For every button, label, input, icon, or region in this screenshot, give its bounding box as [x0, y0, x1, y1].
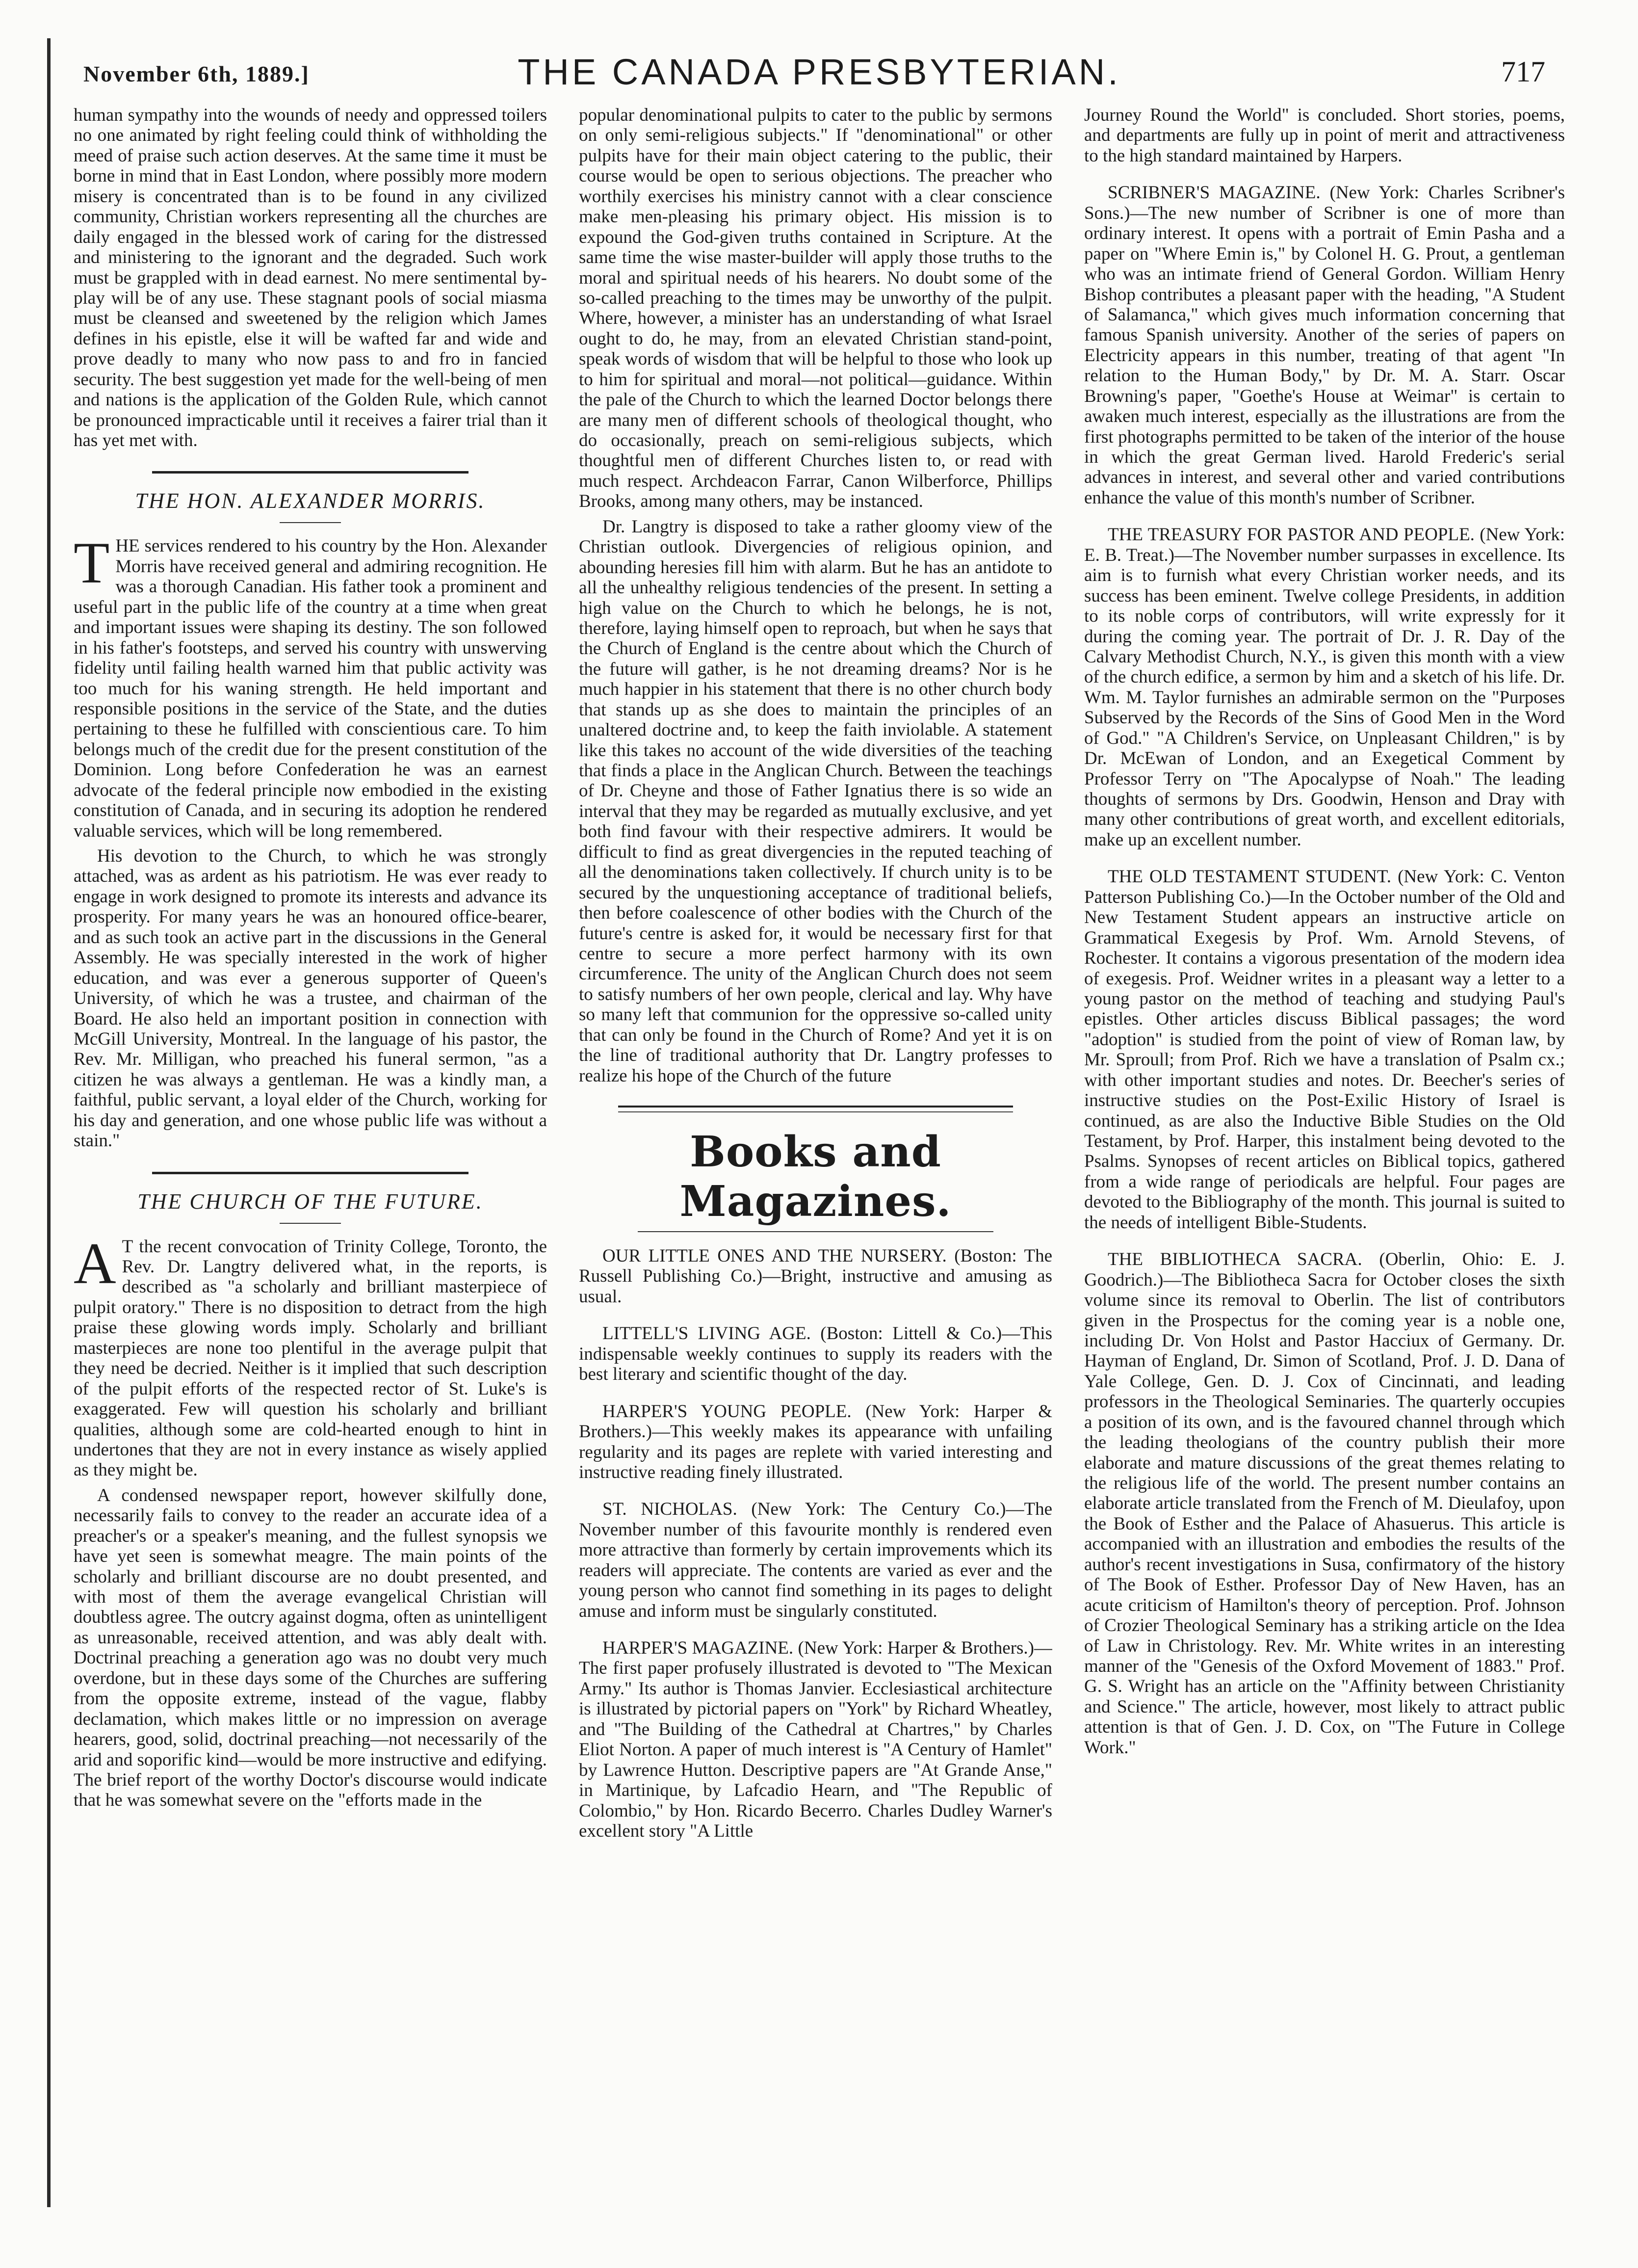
article-paragraph: Dr. Langtry is disposed to take a rather gloomy view of the Christian outlook. Divergencies of religious opinion, and abounding heresies fill him with alarm. But he has an antidote to all the unhealthy religious tendencies of the present. In setting a high value on the Church to which he belongs, he is not, therefore, laying himself open to reproach, but when he says that the Church of England is the centre about which the Church of the future will gather, is he not dreaming dreams? Nor is he much happier in his statement that there is no other church body that stands up as she does to maintain the principles of an unaltered doctrine and, to keep the faith inviolable. A statement like this takes no account of the wide diversities of the teaching that finds a place in the Anglican Church. Between the teachings of Dr. Cheyne and those of Father Ignatius there is so wide an interval that they may be regarded as mutually exclusive, and yet both find favour with their respective admirers. It would be difficult to find as great divergencies in the reputed teaching of all the denominations taken collectively. If church unity is to be secured by the unquestioning acceptance of traditional beliefs, then before coalescence of other bodies with the Church of the future's centre is asked for, it would be necessary first for that centre to secure a more perfect harmony with its own circumference. The unity of the Anglican Church does not seem to satisfy numbers of her own people, clerical and lay. Why have so many left that communion for the oppressive so-called unity that can only be found in the Church of Rome? And yet it is on the line of traditional authority that Dr. Langtry professes to realize his hope of the Church of the future [579, 516, 1052, 1086]
review-entry: THE OLD TESTAMENT STUDENT. (New York: C. Venton Patterson Publishing Co.)—In the October number of the Old and New Testament Student appears an instructive article on Grammatical Exegesis by Prof. Wm. Arnold Stevens, of Rochester. It contains a vigorous presentation of the modern idea of exegesis. Prof. Weidner writes in a pleasant way a letter to a young pastor on the method of teaching and studying Paul's epistles. Other articles discuss Biblical passages; the word "adoption" is studied from the point of view of Roman law, by Mr. Sproull; from Prof. Rich we have a translation of Psalm cx.; with other important studies and notes. Dr. Beecher's series of instructive studies on the Post-Exilic History of Israel is continued, as are also the Inductive Bible Studies on the Old Testament, by Prof. Harper, this instalment being devoted to the Psalms. Synopses of recent articles on Biblical topics, gathered from a wide range of periodicals are helpful. Four pages are devoted to the Bibliography of the month. This journal is suited to the needs of intelligent Bible-Students. [1084, 867, 1565, 1233]
review-entry: ST. NICHOLAS. (New York: The Century Co.)—The November number of this favourite monthly is rendered even more attractive than formerly by certain improvements which its readers will appreciate. The contents are varied as ever and the young person who cannot find something in its pages to delight amuse and inform must be singularly constituted. [579, 1499, 1052, 1621]
page-number: 717 [1501, 55, 1545, 88]
issue-date: November 6th, 1889.] [83, 61, 310, 86]
review-entry: THE TREASURY FOR PASTOR AND PEOPLE. (New York: E. B. Treat.)—The November number surpasses in excellence. Its aim is to furnish what every Christian worker needs, and its success has been eminent. Twelve college Presidents, in addition to its noble corps of contributors, will write expressly for it during the coming year. The portrait of Dr. J. R. Day of the Calvary Methodist Church, N.Y., is given this month with a view of the church edifice, a sermon by him and a sketch of his life. Dr. Wm. M. Taylor furnishes an admirable sermon on the "Purposes Subserved by the Records of the Sins of Good Men in the Word of God." "A Children's Service, on Unpleasant Children," is by Dr. McEwan of London, and an Exegetical Comment by Professor Terry on "The Apocalypse of Noah." The leading thoughts of sermons by Drs. Goodwin, Henson and Dray with many other contributions of great worth, and excellent editorials, make up an excellent number. [1084, 525, 1565, 850]
review-entry: SCRIBNER'S MAGAZINE. (New York: Charles Scribner's Sons.)—The new number of Scribner is one of more than ordinary interest. It opens with a portrait of Emin Pasha and a paper on "Where Emin is," by Colonel H. G. Prout, a gentleman who was an intimate friend of General Gordon. William Henry Bishop contributes a pleasant paper with the heading, "A Student of Salamanca," which gives much information concerning that famous Spanish university. Another of the series of papers on Electricity appears in this number, treating of that agent "In relation to the Human Body," by Dr. M. A. Starr. Oscar Browning's paper, "Goethe's House at Weimar" is certain to awaken much interest, especially as the illustrations are from the first photographs permitted to be taken of the interior of the house in which the great German lived. Harold Frederic's serial advances in interest, and several other and varied contributions enhance the value of this month's number of Scribner. [1084, 183, 1565, 508]
section-divider [618, 1106, 1013, 1112]
morris-paragraph: THE services rendered to his country by the Hon. Alexander Morris have received general and admiring recognition. He was a thorough Canadian. His father took a prominent and useful part in the public life of the country at a time when great and important issues were shaping its destiny. The son followed in his father's footsteps, and served his country with unswerving fidelity until failing health warned him that public activity was too much for his waning strength. He held important and responsible positions in the service of the State, and the duties pertaining to these he fulfilled with conscientious care. To him belongs much of the credit due for the present constitution of the Dominion. Long before Confederation he was an earnest advocate of the federal principle now embodied in the existing constitution of Canada, and in securing its adoption he rendered valuable services, which will be long remembered. [74, 530, 547, 841]
column-left [74, 105, 547, 2219]
title-underline [280, 1223, 341, 1224]
continued-paragraph: popular denominational pulpits to cater to the public by sermons on only semi-religious subjects." If "denominational" or other pulpits have for their main object catering to the public, their course would be open to serious objections. The preacher who worthily exercises his ministry cannot with a clear conscience make men-pleasing his primary object. His mission is to expound the God-given truths contained in Scripture. At the same time the wise master-builder will apply those truths to the moral and spiritual needs of his hearers. No doubt some of the so-called preaching to the times may be unworthy of the pulpit. Where, however, a minister has an understanding of what Israel ought to do, he may, from an elevated Christian stand-point, speak words of wisdom that will be helpful to those who look up to him for spiritual and moral—not political—guidance. Within the pale of the Church to which the learned Doctor belongs there are many men of different schools of theological thought, who do occasionally, preach on semi-religious subjects, which thoughtful men of different Churches listen to, or read with much respect. Archdeacon Farrar, Canon Wilberforce, Phillips Brooks, among many others, may be instanced. [579, 105, 1052, 512]
section-title-morris: THE HON. ALEXANDER MORRIS. [135, 489, 486, 513]
review-entry: LITTELL'S LIVING AGE. (Boston: Littell & Co.)—This indispensable weekly continues to supply its readers with the best literary and scientific thought of the day. [579, 1323, 1052, 1385]
review-entry: THE BIBLIOTHECA SACRA. (Oberlin, Ohio: E. J. Goodrich.)—The Bibliotheca Sacra for October closes the sixth volume since its removal to Oberlin. The list of contributors given in the Prospectus for the coming year is a noble one, including Dr. Von Holst and Pastor Hacciux of Germany. Dr. Hayman of England, Dr. Simon of Scotland, Prof. J. D. Dana of Yale College, Gen. D. J. Cox of Cincinnati, and leading professors in the Theological Seminaries. The quarterly occupies a position of its own, and is the favoured channel through which the leading theologians of the country publish their more elaborate and mature discussions of the great themes relating to the religious life of the world. The present number contains an elaborate article translated from the French of M. Dieulafoy, upon the Book of Esther and the Palace of Ahasuerus. This article is accompanied with an illustration and embodies the results of the author's recent investigations in Susa, confirmatory of the history of The Book of Esther. Professor Day of New Haven, has an acute criticism of Hamilton's theory of perception. Prof. Johnson of Crozier Theological Seminary has a striking article on the Idea of Law in Christology. Rev. Mr. White writes in an interesting manner of the "Genesis of the Oxford Movement of 1883." Prof. G. S. Wright has an article on the "Affinity between Christianity and Science." The article, however, most likely to attract public attention is that of Gen. J. D. Cox, on "The Future in College Work." [1084, 1249, 1565, 1758]
newspaper-title: THE CANADA PRESBYTERIAN. [518, 52, 1121, 92]
left-margin-rule [47, 38, 51, 2207]
section-divider [152, 1172, 468, 1174]
page-header [83, 51, 1555, 105]
review-entry: HARPER'S MAGAZINE. (New York: Harper & Brothers.)—The first paper profusely illustrated is devoted to "The Mexican Army." Its author is Thomas Janvier. Ecclesiastical architecture is illustrated by pictorial papers on "York" by Richard Wheatley, and "The Building of the Cathedral at Chartres," by Charles Eliot Norton. A paper of much interest is "A Century of Hamlet" by Lawrence Hutton. Descriptive papers are "At Grande Anse," in Martinique, by Lafcadio Hearn, and "The Republic of Colombio," by Hon. Ricardo Becerro. Charles Dudley Warner's excellent story "A Little [579, 1638, 1052, 1841]
section-divider [152, 471, 468, 474]
section-title-church-future: THE CHURCH OF THE FUTURE. [137, 1189, 483, 1213]
column-middle [579, 105, 1052, 2219]
church-future-paragraph: A condensed newspaper report, however skilfully done, necessarily fails to convey to the reader an accurate idea of a preacher's or a speaker's meaning, and the fullest synopsis we have yet seen is somewhat meagre. The main points of the scholarly and brilliant discourse are no doubt presented, and with most of them the average evangelical Christian will doubtless agree. The outcry against dogma, often as unintelligent as unreasonable, received attention, and was ably dealt with. Doctrinal preaching a generation ago was no doubt very much overdone, but in these days some of the Churches are suffering from the opposite extreme, instead of the vague, flabby declamation, which makes little or no impression on average hearers, good, solid, doctrinal preaching—not necessarily of the arid and soporific kind—would be more instructive and edifying. The brief report of the worthy Doctor's discourse would indicate that he was somewhat severe on the "efforts made in the [74, 1485, 547, 1811]
continued-paragraph: human sympathy into the wounds of needy and oppressed toilers no one animated by right feeling could think of withholding the meed of praise such action deserves. At the same time it must be borne in mind that in East London, where possibly more modern misery is concentrated than is to be found in any civilized community, Christian workers representing all the churches are daily engaged in the blessed work of caring for the distressed and ministering to the ignorant and the degraded. Such work must be grappled with in dead earnest. No mere sentimental by-play will be of any use. These stagnant pools of social miasma must be cleansed and sweetened by the religion which James defines in his epistle, else it will be wafted far and wide and prove deadly to many who now pass to and fro in fancied security. The best suggestion yet made for the well-being of men and nations is the application of the Golden Rule, which cannot be pronounced impracticable until it receives a fairer trial than it has yet met with. [74, 105, 547, 450]
church-future-paragraph: AT the recent convocation of Trinity College, Toronto, the Rev. Dr. Langtry delivered what, in the reports, is described as "a scholarly and brilliant masterpiece of pulpit oratory." There is no disposition to detract from the high praise these glowing words imply. Scholarly and brilliant masterpieces are none too plentiful in the average pulpit that they need be decried. Neither is it implied that such description of the pulpit efforts of the respected rector of St. Luke's is exaggerated. Few will question his scholarly and brilliant qualities, although some are cold-hearted enough to hint in undertones that they are not in every instance as wisely applied as they might be. [74, 1230, 547, 1480]
morris-paragraph: His devotion to the Church, to which he was strongly attached, was as ardent as his patriotism. He was ever ready to engage in work designed to promote its interests and advance its prosperity. For many years he was an honoured office-bearer, and as such took an active part in the discussions in the General Assembly. He was specially interested in the work of higher education, and was ever a generous supporter of Queen's University, of which he was a trustee, and chairman of the Board. He also held an important position in connection with McGill University, Montreal. In the language of his pastor, the Rev. Mr. Milligan, who preached his funeral sermon, "as a citizen he was always a gentleman. He was a kindly man, a faithful, public servant, a loyal elder of the Church, working for his day and generation, and one whose public life was without a stain." [74, 846, 547, 1151]
review-entry: OUR LITTLE ONES AND THE NURSERY. (Boston: The Russell Publishing Co.)—Bright, instructive and amusing as usual. [579, 1246, 1052, 1307]
review-entry: HARPER'S YOUNG PEOPLE. (New York: Harper & Brothers.)—This weekly makes its appearance with unfailing regularity and its pages are replete with varied interesting and instructive reading finely illustrated. [579, 1401, 1052, 1482]
title-underline [280, 522, 341, 523]
column-right [1084, 105, 1565, 2219]
continued-paragraph: Journey Round the World" is concluded. Short stories, poems, and departments are fully up in point of merit and attractiveness to the high standard maintained by Harpers. [1084, 105, 1565, 166]
heading-underline [638, 1231, 993, 1232]
books-magazines-heading: Books and Magazines. [679, 1127, 952, 1226]
